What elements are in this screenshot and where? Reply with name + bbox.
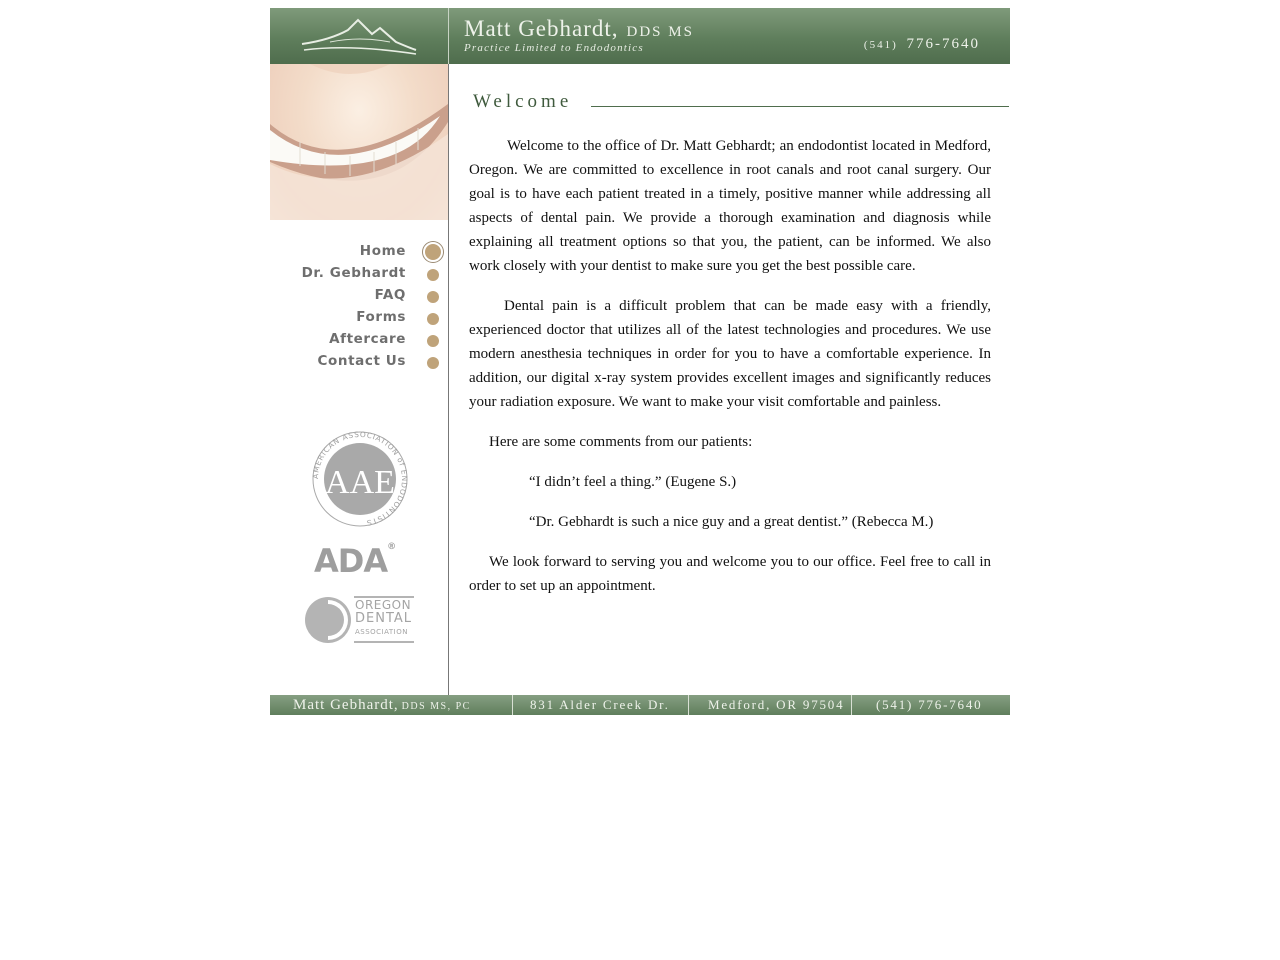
nav-dot-icon xyxy=(427,313,439,325)
nav-item-dr-gebhardt[interactable] xyxy=(270,264,448,286)
mountain-logo-icon xyxy=(300,14,420,58)
nav-dot-icon xyxy=(427,269,439,281)
nav-dot-icon xyxy=(427,291,439,303)
patient-quote: “Dr. Gebhardt is such a nice guy and a great dentist.” (Rebecca M.) xyxy=(529,514,934,530)
nav-item-label[interactable]: Forms xyxy=(356,309,406,325)
aae-ring-text: AMERICAN ASSOCIATION of ENDODONTISTS xyxy=(310,429,410,528)
oda-line2: DENTAL xyxy=(355,611,413,626)
site-header xyxy=(270,8,1010,64)
nav-item-forms[interactable] xyxy=(270,308,448,330)
nav-item-label[interactable]: Contact Us xyxy=(317,353,406,369)
header-name-text: Matt Gebhardt, xyxy=(464,16,619,41)
nav-item-label[interactable]: Aftercare xyxy=(329,331,406,347)
footer-phone: (541) 776-7640 xyxy=(876,697,983,712)
patient-quote: “I didn’t feel a thing.” (Eugene S.) xyxy=(529,474,737,490)
footer-name xyxy=(293,695,471,715)
header-tagline: Practice Limited to Endodontics xyxy=(464,42,644,54)
aae-logo xyxy=(310,429,410,534)
nav-dot-icon xyxy=(427,335,439,347)
aae-mark-text: AAE xyxy=(325,464,395,501)
smile-image-icon xyxy=(270,64,448,220)
nav-item-home[interactable] xyxy=(270,242,448,264)
nav-item-faq[interactable] xyxy=(270,286,448,308)
oregon-dental-association-logo xyxy=(304,596,416,644)
nav-dot-icon xyxy=(427,357,439,369)
sidebar-divider xyxy=(448,64,449,695)
header-doctor-name xyxy=(464,16,694,42)
comments-intro: Here are some comments from our patients: xyxy=(489,434,753,450)
registered-mark-icon: ® xyxy=(387,542,396,552)
site-footer xyxy=(270,695,1010,715)
header-phone-number: 776-7640 xyxy=(906,36,980,52)
intro-paragraph: Welcome to the office of Dr. Matt Gebhardt; an endodontist located in Medford, Oregon. We are committed to excellence in root canals and root canal surgery. Our goal is to have each patient treated in a timely, positive manner while addressing all aspects of dental pain. We provide a thorough examination and diagnosis while explaining all treatment options so that you, the patient, can be informed. We also work closely with your dentist to make sure you get the best possible care. xyxy=(469,138,991,274)
main-navigation xyxy=(270,242,448,374)
ada-logo xyxy=(314,542,395,580)
nav-item-aftercare[interactable] xyxy=(270,330,448,352)
footer-credentials: DDS MS, PC xyxy=(401,701,471,712)
nav-item-label[interactable]: FAQ xyxy=(374,287,406,303)
footer-separator xyxy=(688,695,689,715)
footer-separator xyxy=(851,695,852,715)
sidebar xyxy=(270,64,448,695)
nav-item-contact-us[interactable] xyxy=(270,352,448,374)
nav-item-label[interactable]: Home xyxy=(359,243,406,259)
nav-item-label[interactable]: Dr. Gebhardt xyxy=(301,265,406,281)
title-rule xyxy=(591,106,1009,107)
header-phone-area: (541) xyxy=(863,39,898,51)
welcome-text xyxy=(469,134,991,614)
dental-pain-paragraph: Dental pain is a difficult problem that can be made easy with a friendly, experienced doctor that utilizes all of the latest technologies and procedures. We use modern anesthesia techniques in order for you to have a comfortable experience. In addition, our digital x-ray system provides excellent images and significantly reduces your radiation exposure. We want to make your visit comfortable and painless. xyxy=(469,298,991,410)
oda-line1: OREGON xyxy=(355,598,412,612)
closing-paragraph: We look forward to serving you and welcome you to our office. Feel free to call in order to set up an appointment. xyxy=(469,554,991,594)
page xyxy=(270,8,1010,715)
oda-line3: ASSOCIATION xyxy=(355,628,408,636)
header-phone xyxy=(864,36,980,53)
logo[interactable] xyxy=(270,8,448,64)
footer-address: 831 Alder Creek Dr. xyxy=(530,697,670,712)
smile-photo xyxy=(270,64,448,220)
header-divider xyxy=(448,8,449,64)
footer-separator xyxy=(512,695,513,715)
header-credentials: DDS MS xyxy=(626,24,694,40)
ada-logo-text: ADA xyxy=(314,542,388,580)
footer-name-text: Matt Gebhardt, xyxy=(293,697,399,713)
aae-seal-icon xyxy=(310,429,410,529)
nav-active-dot-icon xyxy=(423,242,443,262)
footer-city: Medford, OR 97504 xyxy=(708,697,845,712)
page-title: Welcome xyxy=(473,91,573,112)
